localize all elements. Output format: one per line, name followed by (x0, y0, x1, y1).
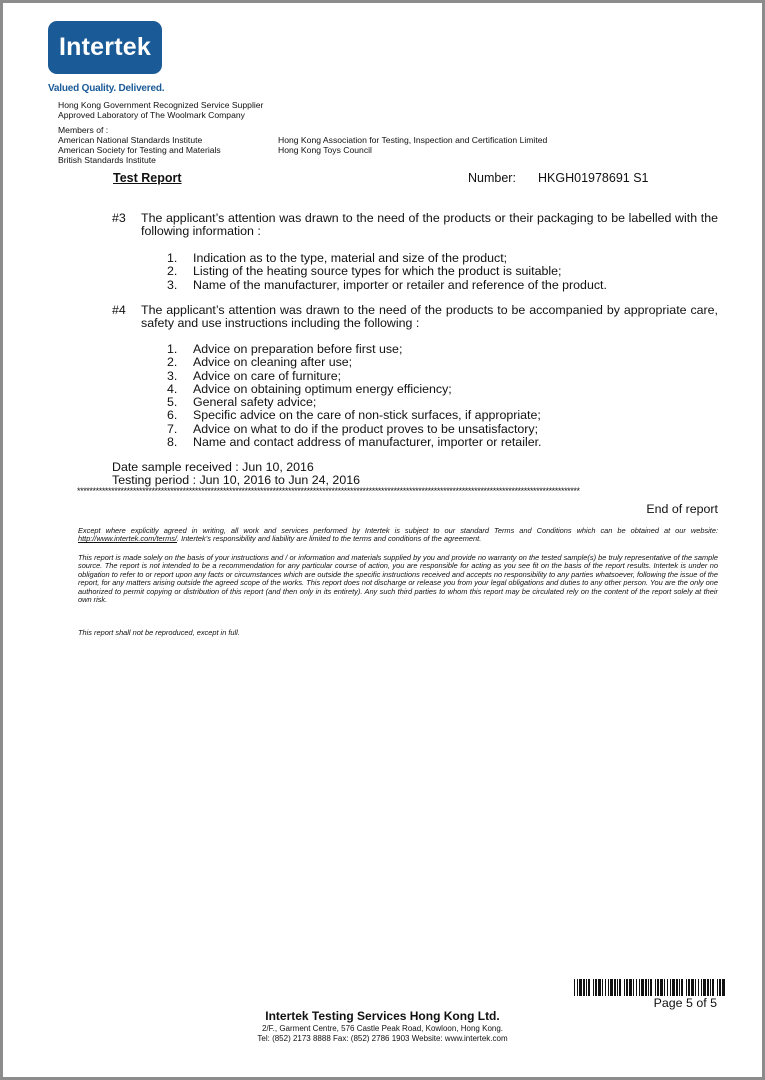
clause-3 (112, 212, 718, 238)
member-left-1: American National Standards Institute (58, 135, 203, 145)
clause-4-list (167, 343, 541, 449)
date-received: Date sample received : Jun 10, 2016 (112, 460, 314, 474)
clause-3-number: #3 (112, 211, 126, 225)
intertek-logo (48, 21, 162, 74)
page-number: Page 5 of 5 (653, 996, 717, 1010)
report-number: HKGH01978691 S1 (538, 171, 649, 185)
header-line-2: Approved Laboratory of The Woolmark Company (58, 110, 245, 120)
list-item: 8. Name and contact address of manufacturer, importer or retailer. (167, 435, 542, 450)
list-item: 1. Advice on preparation before first use; (167, 342, 403, 356)
list-item: 3. Name of the manufacturer, importer or retailer and reference of the product. (167, 277, 607, 292)
report-title: Test Report (113, 171, 182, 185)
clause-4-number: #4 (112, 303, 126, 317)
disclaimer-reproduction: This report shall not be reproduced, except in full. (78, 628, 240, 637)
list-item: 5. General safety advice; (167, 395, 317, 410)
company-contact: Tel: (852) 2173 8888 Fax: (852) 2786 1903 Website: www.intertek.com (257, 1034, 508, 1043)
report-number-label: Number: (468, 171, 516, 185)
list-item: 2. Listing of the heating source types for which the product is suitable; (167, 264, 562, 279)
clause-4 (112, 304, 718, 330)
clause-3-list (167, 252, 607, 292)
list-item: 1. Indication as to the type, material and size of the product; (167, 251, 508, 265)
report-page (3, 3, 762, 1077)
header-line-1: Hong Kong Government Recognized Service Supplier (58, 100, 264, 110)
member-left-2: American Society for Testing and Materials (58, 145, 221, 155)
list-item: 4. Advice on obtaining optimum energy efficiency; (167, 381, 452, 396)
company-name: Intertek Testing Services Hong Kong Ltd. (265, 1009, 500, 1023)
logo-text: Intertek (59, 33, 151, 61)
members-label: Members of : (58, 125, 109, 135)
company-address: 2/F., Garment Centre, 576 Castle Peak Road, Kowloon, Hong Kong. (261, 1024, 504, 1033)
testing-period: Testing period : Jun 10, 2016 to Jun 24, 2016 (112, 473, 360, 487)
disclaimer-basis: This report is made solely on the basis of your instructions and / or information and materials supplied by you and provide no warranty on the tested sample(s) be truly representative of the sample source. The report is not intended to be a recommendation for any particular course of action, you are responsible for acting as you see fit on the basis of the report results. Intertek is under no obligation to refer to or report upon any facts or circumstances which are outside the specific instructions received and accepts no responsibility to any parties whatsoever, following the issue of the report, for any matters arising outside the agreed scope of the works. This report does not discharge or release you from your legal obligations and duties to any other person. You are the only one authorized to permit copying or distribution of this report (and then only in its entirety). Any such third parties to whom this report may be circulated rely on the content of the report solely at their own risk. (78, 553, 718, 605)
logo-tagline: Valued Quality. Delivered. (48, 83, 165, 94)
list-item: 7. Advice on what to do if the product proves to be unsatisfactory; (167, 421, 539, 436)
clause-3-text: The applicant’s attention was drawn to the need of the products or their packaging to be labelled with the following information : (141, 211, 718, 238)
list-item: 3. Advice on care of furniture; (167, 368, 342, 383)
list-item: 2. Advice on cleaning after use; (167, 355, 353, 370)
asterisk-divider: ****************************************************************************************************************************************************************** (77, 487, 580, 495)
member-right-1: Hong Kong Association for Testing, Inspection and Certification Limited (278, 135, 548, 145)
member-left-3: British Standards Institute (58, 155, 156, 165)
terms-link[interactable]: http://www.intertek.com/terms/ (78, 534, 177, 544)
member-right-2: Hong Kong Toys Council (278, 145, 372, 155)
disclaimer-terms: Except where explicitly agreed in writing, all work and services performed by Intertek is subject to our standard Terms and Conditions which can be obtained at our website: http://www.intertek.com/terms/. Intertek’s responsibility and liability are limited to the terms and conditions of the agreement. (78, 526, 718, 544)
barcode (574, 979, 725, 996)
end-of-report: End of report (646, 502, 718, 516)
clause-4-text: The applicant’s attention was drawn to the need of the products to be accompanied by appropriate care, safety and use instructions including the following : (141, 303, 718, 330)
list-item: 6. Specific advice on the care of non-stick surfaces, if appropriate; (167, 408, 541, 423)
